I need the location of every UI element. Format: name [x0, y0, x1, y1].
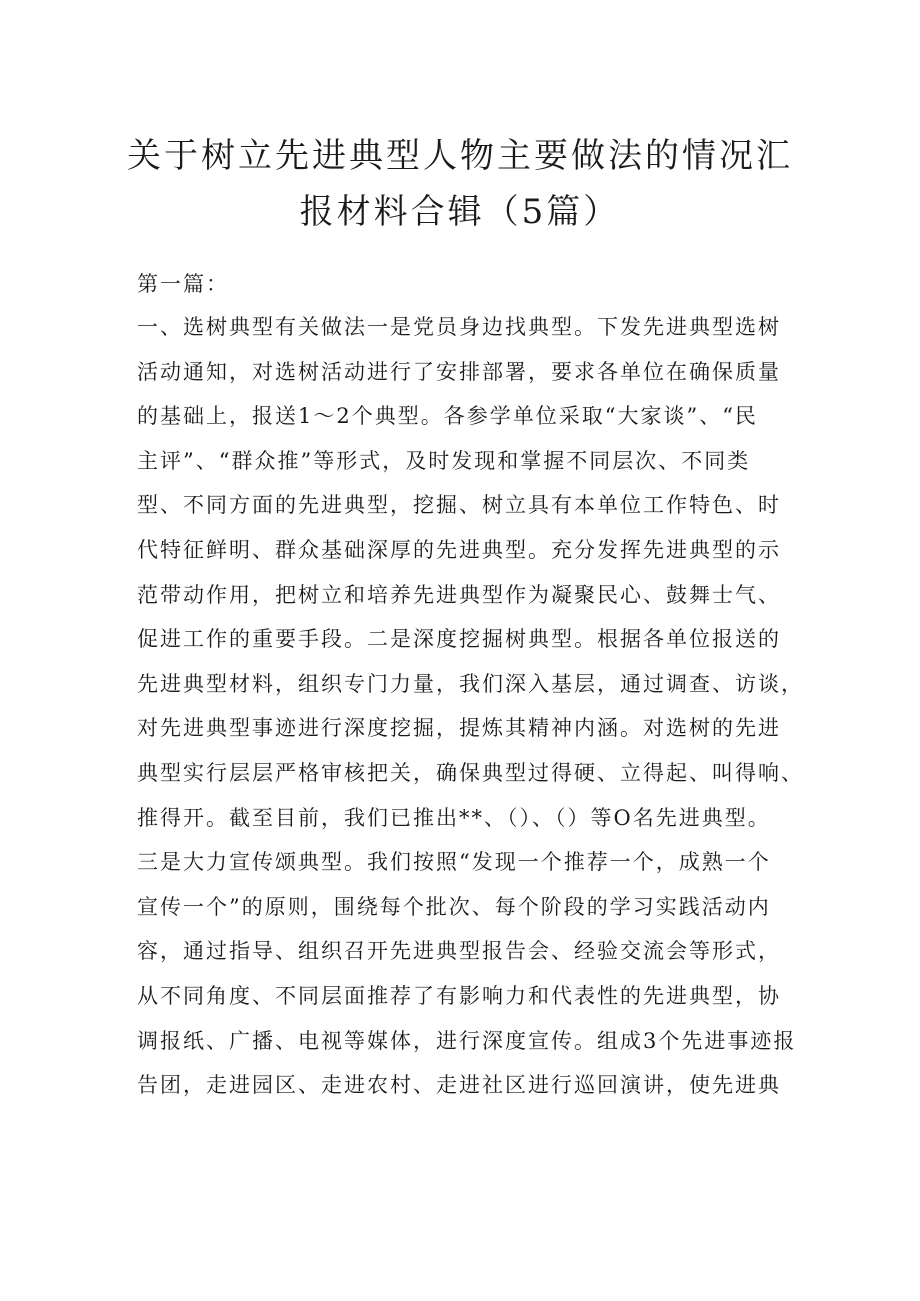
body-line: 容，通过指导、组织召开先进典型报告会、经验交流会等形式， [137, 939, 781, 964]
body-line: 的基础上，报送1～2个典型。各参学单位采取“大家谈”、“民 [137, 404, 758, 429]
document-title-line-2: 报材料合辑（5篇） [299, 192, 621, 232]
body-line: 对先进典型事迹进行深度挖掘，提炼其精神内涵。对选树的先进 [137, 716, 781, 741]
body-line: 主评”、“群众推”等形式，及时发现和掌握不同层次、不同类 [137, 448, 751, 473]
body-line: 先进典型材料，组织专门力量，我们深入基层，通过调查、访谈， [137, 671, 804, 696]
body-line: 调报纸、广播、电视等媒体，进行深度宣传。组成3个先进事迹报 [137, 1028, 797, 1053]
body-line: 一、选树典型有关做法一是党员身边找典型。下发先进典型选树 [137, 315, 781, 339]
body-line: 促进工作的重要手段。二是深度挖掘树典型。根据各单位报送的 [137, 627, 781, 652]
body-line: 宣传一个”的原则，围绕每个批次、每个阶段的学习实践活动内 [137, 894, 771, 919]
body-line: 推得开。截至目前，我们已推出**、（）、（）等O名先进典型。 [137, 805, 771, 830]
body-line: 活动通知，对选树活动进行了安排部署，要求各单位在确保质量 [137, 359, 781, 384]
section-label: 第一篇： [137, 272, 229, 296]
body-line: 范带动作用，把树立和培养先进典型作为凝聚民心、鼓舞士气、 [137, 582, 781, 607]
document-title-line-1: 关于树立先进典型人物主要做法的情况汇 [127, 136, 793, 176]
body-line: 型、不同方面的先进典型，挖掘、树立具有本单位工作特色、时 [137, 493, 781, 518]
body-line: 从不同角度、不同层面推荐了有影响力和代表性的先进典型，协 [137, 984, 781, 1008]
body-line: 告团，走进园区、走进农村、走进社区进行巡回演讲，使先进典 [137, 1073, 781, 1098]
body-line: 典型实行层层严格审核把关，确保典型过得硬、立得起、叫得响、 [137, 761, 804, 785]
body-line: 代特征鲜明、群众基础深厚的先进典型。充分发挥先进典型的示 [137, 538, 781, 562]
body-line: 三是大力宣传颂典型。我们按照“发现一个推荐一个，成熟一个 [137, 850, 771, 875]
